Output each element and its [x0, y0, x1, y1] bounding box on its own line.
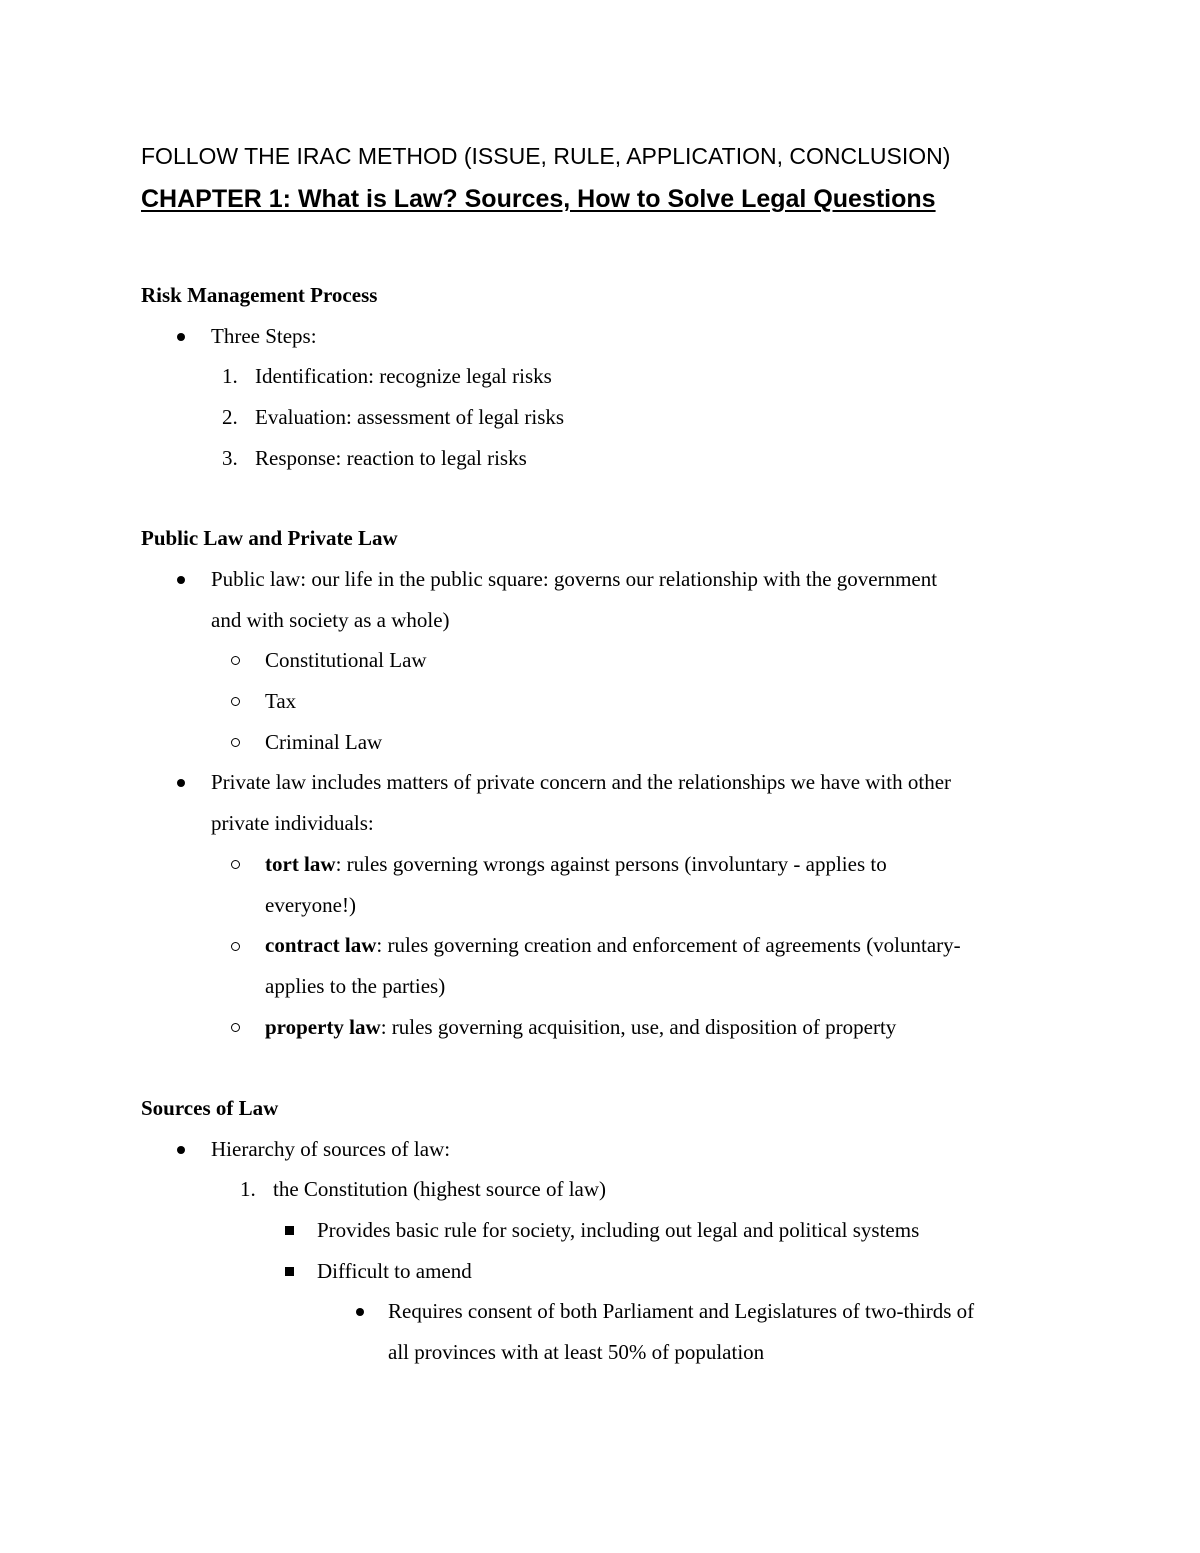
tort-law-term: tort law [265, 852, 336, 876]
constitution-sub-basic-rule: Provides basic rule for society, including out legal and political systems [317, 1218, 920, 1242]
bullet-disc-icon [356, 1308, 364, 1316]
amend-requirement-line-1: Requires consent of both Parliament and Legislatures of two-thirds of [388, 1299, 975, 1323]
public-law-line-2: and with society as a whole) [211, 608, 450, 632]
chapter-title: CHAPTER 1: What is Law? Sources, How to Solve Legal Questions [141, 185, 936, 213]
public-item-tax: Tax [265, 689, 297, 713]
public-private-heading: Public Law and Private Law [141, 526, 398, 550]
bullet-disc-icon [177, 333, 185, 341]
public-law-line-1: Public law: our life in the public square: governs our relationship with the government [211, 567, 938, 591]
step-identification: Identification: recognize legal risks [255, 364, 552, 388]
hierarchy-item: Hierarchy of sources of law: [211, 1137, 451, 1161]
public-item-criminal: Criminal Law [265, 730, 383, 754]
bullet-circle-icon [231, 656, 240, 665]
tort-law-line-1 [265, 851, 887, 877]
step-evaluation: Evaluation: assessment of legal risks [255, 405, 565, 429]
bullet-circle-icon [231, 942, 240, 951]
private-law-line-2: private individuals: [211, 811, 374, 835]
property-law-term: property law [265, 1015, 381, 1039]
contract-law-term: contract law [265, 933, 377, 957]
property-law-desc: : rules governing acquisition, use, and disposition of property [380, 1015, 897, 1039]
bullet-circle-icon [231, 860, 240, 869]
contract-law-line-2: applies to the parties) [265, 974, 446, 998]
irac-method-line: FOLLOW THE IRAC METHOD (ISSUE, RULE, APPLICATION, CONCLUSION) [141, 143, 951, 169]
sources-of-law-heading: Sources of Law [141, 1096, 279, 1120]
private-law-line-1: Private law includes matters of private concern and the relationships we have with other [211, 770, 952, 794]
step-number: 1. [222, 364, 238, 388]
source-number: 1. [240, 1177, 256, 1201]
bullet-square-icon [285, 1267, 294, 1276]
bullet-disc-icon [177, 1146, 185, 1154]
bullet-disc-icon [177, 576, 185, 584]
property-law-line [265, 1014, 896, 1040]
step-number: 2. [222, 405, 238, 429]
bullet-circle-icon [231, 1023, 240, 1032]
step-number: 3. [222, 446, 238, 470]
bullet-disc-icon [177, 779, 185, 787]
risk-management-heading: Risk Management Process [141, 283, 378, 307]
three-steps-item: Three Steps: [211, 324, 317, 348]
bullet-circle-icon [231, 697, 240, 706]
tort-law-line-2: everyone!) [265, 893, 356, 917]
contract-law-desc: : rules governing creation and enforcement of agreements (voluntary- [376, 933, 961, 957]
contract-law-line-1 [265, 932, 961, 958]
constitution-sub-difficult: Difficult to amend [317, 1259, 472, 1283]
amend-requirement-line-2: all provinces with at least 50% of population [388, 1340, 765, 1364]
step-response: Response: reaction to legal risks [255, 446, 527, 470]
public-item-constitutional: Constitutional Law [265, 648, 427, 672]
bullet-square-icon [285, 1226, 294, 1235]
tort-law-desc: : rules governing wrongs against persons (involuntary - applies to [335, 852, 887, 876]
bullet-circle-icon [231, 738, 240, 747]
constitution-item: the Constitution (highest source of law) [273, 1177, 607, 1201]
